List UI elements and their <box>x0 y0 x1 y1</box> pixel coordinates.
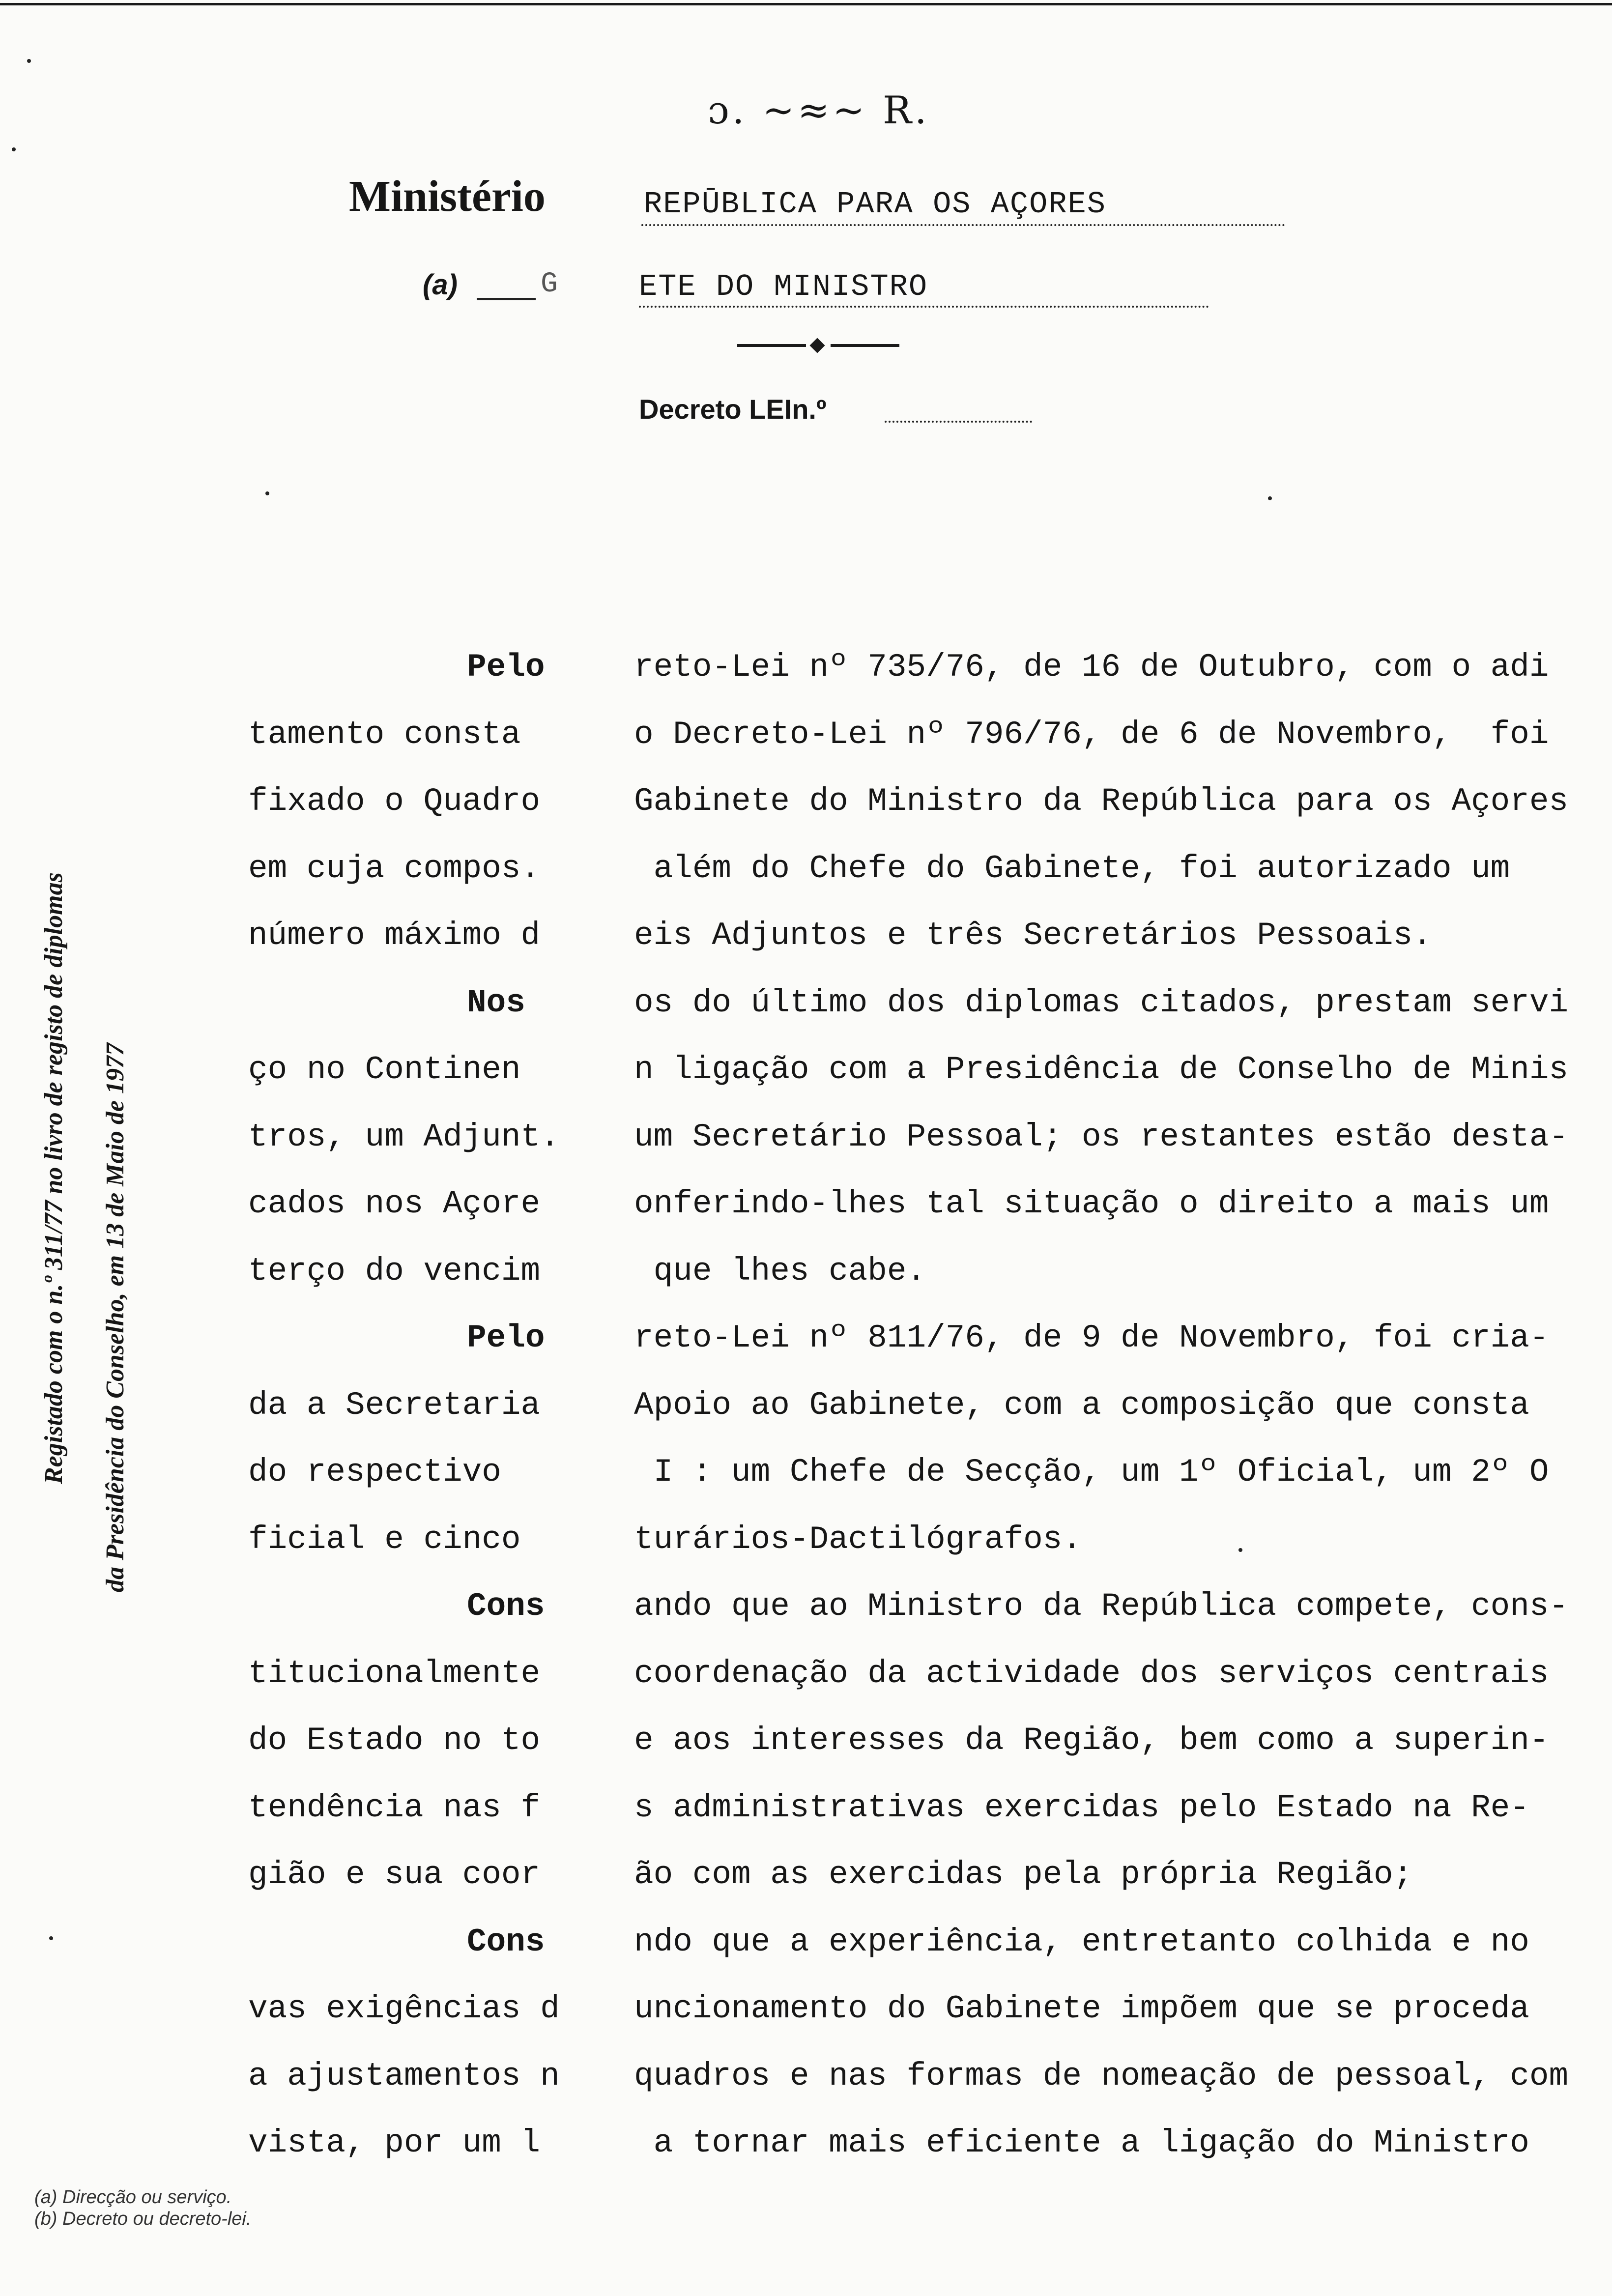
body-line-left: cados nos Açore <box>248 1185 541 1222</box>
body-line-left: terço do vencim <box>248 1253 541 1290</box>
body-line-right: a tornar mais eficiente a ligação do Ministro <box>634 2124 1529 2161</box>
body-line-left: em cuja compos. <box>248 850 541 887</box>
body-line-right: I : um Chefe de Secção, um 1º Oficial, um 2º O <box>634 1454 1549 1491</box>
body-line-right: s administrativas exercidas pelo Estado na Re- <box>634 1789 1529 1826</box>
body-line-right: reto-Lei nº 735/76, de 16 de Outubro, com o adi <box>634 649 1549 686</box>
body-line-left: ficial e cinco <box>248 1521 521 1558</box>
body-line-left: vas exigências d <box>248 1990 560 2027</box>
body-line-right: ão com as exercidas pela própria Região; <box>634 1856 1413 1893</box>
body-line-left: tamento consta <box>248 716 521 753</box>
body-line-right: os do último dos diplomas citados, prestam servi <box>634 984 1569 1021</box>
seal-stamp: ɔ. ~≈~ R. <box>708 88 930 133</box>
body-line-left: Cons <box>467 1923 545 1960</box>
body-line-left: Nos <box>467 984 525 1021</box>
footnote-b: (b) Decreto ou decreto-lei. <box>34 2209 252 2229</box>
body-line-left: da a Secretaria <box>248 1387 541 1424</box>
body-line-left: tendência nas f <box>248 1789 541 1826</box>
speck <box>265 491 269 495</box>
body-line-right: Gabinete do Ministro da República para os Açores <box>634 783 1569 820</box>
footnote-a: (a) Direcção ou serviço. <box>34 2187 232 2208</box>
body-line-right: eis Adjuntos e três Secretários Pessoais. <box>634 917 1432 954</box>
gabinete-line: ETE DO MINISTRO <box>639 269 928 304</box>
body-line-left: Pelo <box>467 1320 545 1356</box>
body-line-left: do Estado no to <box>248 1722 541 1759</box>
body-line-left: número máximo d <box>248 917 541 954</box>
body-line-left: Cons <box>467 1588 545 1625</box>
ministerio-heading: Ministério <box>349 172 546 221</box>
body-line-right: coordenação da actividade dos serviços centrais <box>634 1655 1549 1692</box>
body-line-right: além do Chefe do Gabinete, foi autorizado um <box>634 850 1510 887</box>
speck <box>1268 496 1272 500</box>
body-line-right: um Secretário Pessoal; os restantes estão desta- <box>634 1119 1569 1155</box>
body-line-left: fixado o Quadro <box>248 783 541 820</box>
body-line-right: uncionamento do Gabinete impõem que se proceda <box>634 1990 1529 2027</box>
body-line-right: que lhes cabe. <box>634 1253 926 1290</box>
body-line-left: a ajustamentos n <box>248 2058 560 2095</box>
body-line-right: ndo que a experiência, entretanto colhida e no <box>634 1923 1529 1960</box>
body-line-right: ando que ao Ministro da República compete, cons- <box>634 1588 1569 1625</box>
body-line-right: turários-Dactilógrafos. <box>634 1521 1082 1558</box>
body-line-right: reto-Lei nº 811/76, de 9 de Novembro, foi cria- <box>634 1320 1549 1356</box>
body-line-left: tros, um Adjunt. <box>248 1119 560 1155</box>
body-line-left: vista, por um l <box>248 2124 541 2161</box>
body-line-left: ço no Continen <box>248 1051 521 1088</box>
body-line-right: n ligação com a Presidência de Conselho de Minis <box>634 1051 1569 1088</box>
speck <box>1238 1548 1242 1552</box>
body-line-right: quadros e nas formas de nomeação de pessoal, com <box>634 2058 1569 2095</box>
speck <box>12 147 16 151</box>
republica-line: REPŪBLICA PARA OS AÇORES <box>644 187 1106 222</box>
body-line-left: do respectivo <box>248 1454 501 1491</box>
body-line-right: onferindo-lhes tal situação o direito a mais um <box>634 1185 1549 1222</box>
speck <box>27 59 31 63</box>
body-line-left: titucionalmente <box>248 1655 541 1692</box>
registration-note-line2: da Presidência do Conselho, em 13 de Maio de 1977 <box>101 1043 129 1592</box>
body-line-right: o Decreto-Lei nº 796/76, de 6 de Novembro, foi <box>634 716 1549 753</box>
registration-note-line1: Registado com o n.º 311/77 no livro de registo de diplomas <box>40 872 68 1484</box>
partial-text: G <box>541 268 558 300</box>
a-marker: (a) <box>423 269 458 301</box>
body-line-right: e aos interesses da Região, bem como a superin- <box>634 1722 1549 1759</box>
speck <box>49 1936 53 1940</box>
body-line-left: Pelo <box>467 649 545 686</box>
body-line-left: gião e sua coor <box>248 1856 541 1893</box>
body-line-right: Apoio ao Gabinete, com a composição que consta <box>634 1387 1529 1424</box>
decreto-label: Decreto LEIn.º <box>639 394 827 425</box>
